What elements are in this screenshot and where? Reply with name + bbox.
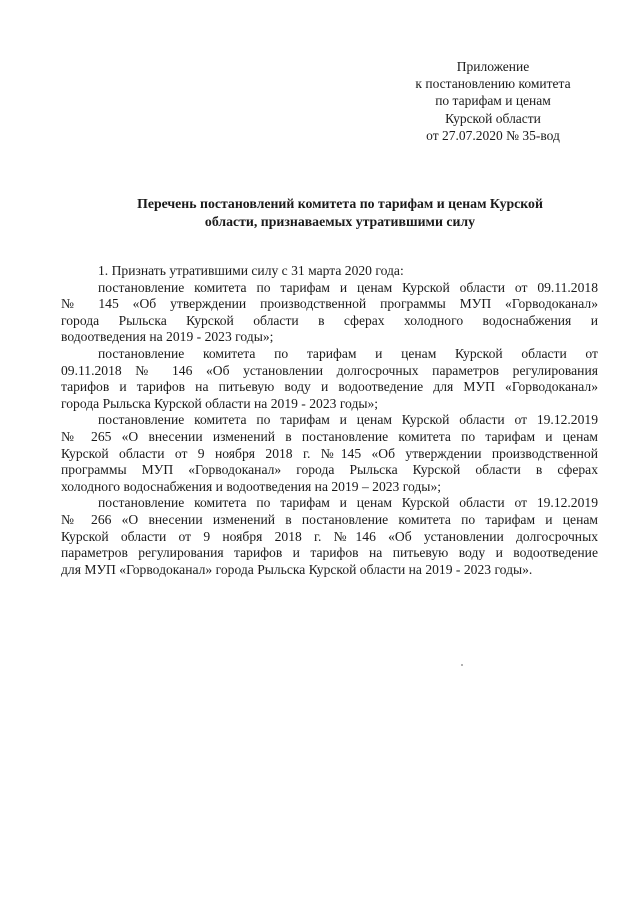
body-line: постановление комитета по тарифам и ценам Курской области от 09.11.2018 bbox=[98, 279, 598, 295]
document-body bbox=[61, 263, 598, 578]
appendix-line: по тарифам и ценам bbox=[435, 93, 551, 109]
appendix-line: Курской области bbox=[445, 110, 541, 126]
appendix-block bbox=[398, 58, 588, 144]
appendix-line: Приложение bbox=[456, 59, 530, 74]
scan-speck bbox=[461, 664, 463, 666]
body-line: 09.11.2018 № 146 «Об установлении долгосрочных параметров регулирования bbox=[61, 362, 598, 378]
appendix-line: к постановлению комитета bbox=[415, 76, 571, 92]
clause-heading: 1. Признать утратившими силу с 31 марта 2020 года: bbox=[98, 263, 404, 278]
body-line: для МУП «Горводоканал» города Рыльска Курской области на 2019 - 2023 годы». bbox=[61, 561, 533, 577]
body-line: города Рыльска Курской области на 2019 - 2023 годы»; bbox=[61, 395, 379, 411]
body-line: № 265 «О внесении изменений в постановление комитета по тарифам и ценам bbox=[61, 428, 598, 444]
body-line: постановление комитета по тарифам и ценам Курской области от 19.12.2019 bbox=[98, 495, 598, 511]
body-line: Курской области от 9 ноября 2018 г. №145 «Об утверждении производственной bbox=[61, 445, 598, 461]
body-line: параметров регулирования тарифов и тарифов на питьевую воду и водоотведение bbox=[61, 545, 598, 561]
body-line: холодного водоснабжения и водоотведения на 2019 – 2023 годы»; bbox=[61, 478, 442, 494]
body-line: тарифов и тарифов на питьевую воду и водоотведение для МУП «Горводоканал» bbox=[61, 379, 598, 395]
body-line: Курской области от 9 ноября 2018 г. №146 «Об установлении долгосрочных bbox=[61, 528, 598, 544]
body-line: программы МУП «Горводоканал» города Рыльска Курской области в сферах bbox=[61, 462, 598, 478]
body-line: № 145 «Об утверждении производственной программы МУП «Горводоканал» bbox=[61, 296, 598, 312]
title-line: Перечень постановлений комитета по тарифам и ценам Курской bbox=[137, 196, 543, 211]
appendix-line: от 27.07.2020 № 35-вод bbox=[426, 127, 560, 143]
body-line: постановление комитета по тарифам и ценам Курской области от 19.12.2019 bbox=[98, 412, 598, 428]
document-title bbox=[100, 195, 580, 230]
body-line: города Рыльска Курской области в сферах холодного водоснабжения и bbox=[61, 312, 598, 328]
body-line: № 266 «О внесении изменений в постановление комитета по тарифам и ценам bbox=[61, 511, 598, 527]
body-line: постановление комитета по тарифам и ценам Курской области от bbox=[98, 345, 598, 361]
title-line: области, признаваемых утратившими силу bbox=[204, 213, 476, 229]
body-line: водоотведения на 2019 - 2023 годы»; bbox=[61, 329, 274, 345]
